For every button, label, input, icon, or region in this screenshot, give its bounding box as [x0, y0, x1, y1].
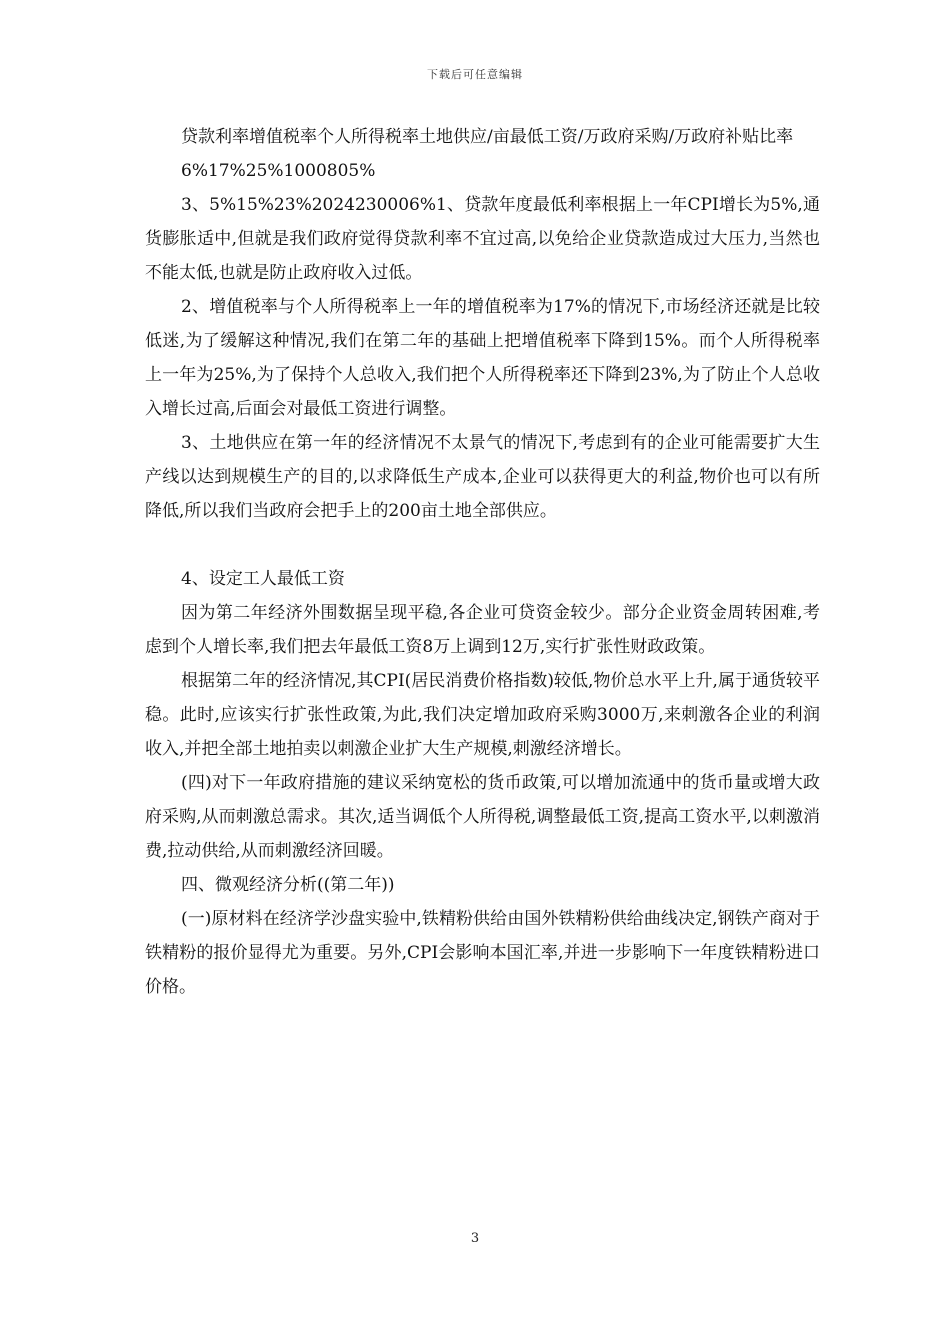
document-body [145, 120, 820, 1004]
page-header: 下载后可任意编辑 [427, 68, 523, 81]
paragraph-loan-rate: 3、5%15%23%2024230006%1、贷款年度最低利率根据上一年CPI增长为5%,通货膨胀适中,但就是我们政府觉得贷款利率不宜过高,以免给企业贷款造成过大压力,当然也不能太低,也就是防止政府收入过低。 [145, 195, 820, 283]
paragraph-raw-materials: (一)原材料在经济学沙盘实验中,铁精粉供给由国外铁精粉供给曲线决定,钢铁产商对于铁精粉的报价显得尤为重要。另外,CPI会影响本国汇率,并进一步影响下一年度铁精粉进口价格。 [145, 909, 820, 997]
paragraph-table-header: 贷款利率增值税率个人所得税率土地供应/亩最低工资/万政府采购/万政府补贴比率 [181, 127, 794, 147]
page-number: 3 [470, 1231, 480, 1246]
paragraph-cpi-policy: 根据第二年的经济情况,其CPI(居民消费价格指数)较低,物价总水平上升,属于通货较平稳。此时,应该实行扩张性政策,为此,我们决定增加政府采购3000万,来刺激各企业的利润收入,并把全部土地拍卖以刺激企业扩大生产规模,刺激经济增长。 [145, 671, 820, 759]
paragraph-min-wage-heading: 4、设定工人最低工资 [181, 569, 345, 589]
paragraph-table-values: 6%17%25%1000805% [181, 161, 376, 181]
paragraph-suggestions: (四)对下一年政府措施的建议采纳宽松的货币政策,可以增加流通中的货币量或增大政府采购,从而刺激总需求。其次,适当调低个人所得税,调整最低工资,提高工资水平,以刺激消费,拉动供给,从而刺激经济回暖。 [145, 773, 820, 861]
paragraph-min-wage: 因为第二年经济外围数据呈现平稳,各企业可贷资金较少。部分企业资金周转困难,考虑到个人增长率,我们把去年最低工资8万上调到12万,实行扩张性财政政策。 [145, 603, 820, 657]
section-heading-micro: 四、微观经济分析((第二年)) [181, 875, 395, 895]
paragraph-land-supply: 3、土地供应在第一年的经济情况不太景气的情况下,考虑到有的企业可能需要扩大生产线以达到规模生产的目的,以求降低生产成本,企业可以获得更大的利益,物价也可以有所降低,所以我们当政府会把手上的200亩土地全部供应。 [145, 433, 820, 521]
paragraph-tax-rates: 2、增值税率与个人所得税率上一年的增值税率为17%的情况下,市场经济还就是比较低迷,为了缓解这种情况,我们在第二年的基础上把增值税率下降到15%。而个人所得税率上一年为25%,为了保持个人总收入,我们把个人所得税率还下降到23%,为了防止个人总收入增长过高,后面会对最低工资进行调整。 [145, 297, 820, 419]
spacer [145, 528, 820, 562]
